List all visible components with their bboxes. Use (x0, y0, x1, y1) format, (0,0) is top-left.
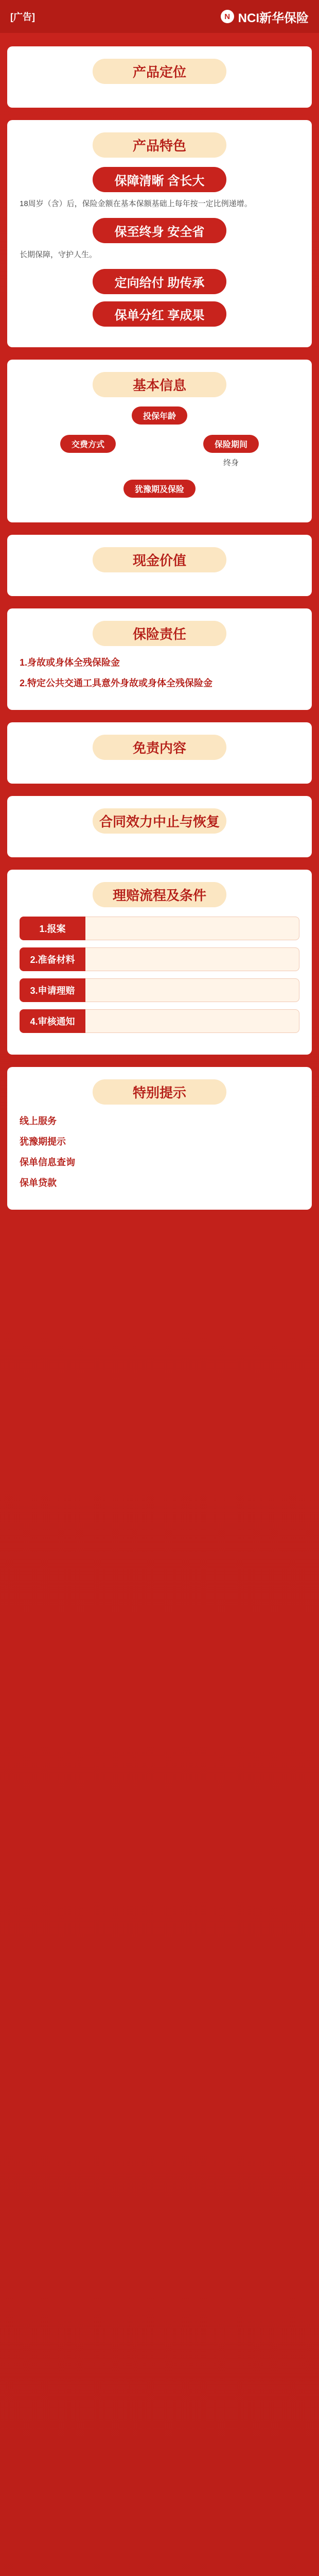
section-notice (7, 1067, 312, 1210)
coverage-item-title: 2.特定公共交通工具意外身故或身体全残保险金 (20, 678, 213, 688)
claim-step (20, 1009, 299, 1033)
claim-step-text (85, 917, 299, 940)
section-title: 合同效力中止与恢复 (93, 808, 226, 834)
info-label: 交费方式 (60, 435, 116, 453)
logo-text: NCI新华保险 (238, 11, 309, 25)
info-payment (20, 435, 156, 469)
info-rights (20, 480, 299, 498)
section-coverage (7, 608, 312, 710)
section-title: 免责内容 (93, 735, 226, 760)
claim-step (20, 917, 299, 940)
claim-step (20, 947, 299, 971)
notice-item-title: 线上服务 (20, 1116, 57, 1126)
notice-item-title: 保单信息查询 (20, 1157, 75, 1167)
section-cash-value (7, 535, 312, 596)
notice-item-title: 保单贷款 (20, 1178, 57, 1188)
claim-step-text (85, 947, 299, 971)
info-age (20, 406, 299, 425)
section-basic-info (7, 360, 312, 522)
info-term (163, 435, 299, 469)
feature-title: 定向给付 助传承 (93, 269, 226, 294)
section-claims (7, 870, 312, 1055)
coverage-item-title: 1.身故或身体全残保险金 (20, 657, 120, 668)
feature-title: 保至终身 安全省 (93, 218, 226, 243)
feature-title: 保单分红 享成果 (93, 301, 226, 327)
section-title: 特别提示 (93, 1079, 226, 1105)
info-row (20, 435, 299, 480)
section-positioning (7, 46, 312, 108)
claim-step (20, 978, 299, 1002)
claim-step-label: 1.报案 (20, 917, 85, 940)
claim-step-label: 3.申请理赔 (20, 978, 85, 1002)
section-contract (7, 796, 312, 857)
section-title: 基本信息 (93, 372, 226, 397)
info-label: 投保年龄 (132, 406, 187, 425)
ad-tag: [广告] (10, 12, 35, 22)
notice-item-title: 犹豫期提示 (20, 1137, 66, 1147)
feature-title: 保障清晰 含长大 (93, 167, 226, 192)
claim-step-label: 4.审核通知 (20, 1009, 85, 1033)
footer-text (0, 1222, 319, 1232)
top-bar (0, 0, 319, 33)
section-title: 现金价值 (93, 547, 226, 572)
section-exclusions (7, 722, 312, 784)
disclaimer (0, 33, 319, 46)
claim-step-text (85, 1009, 299, 1033)
section-title: 保险责任 (93, 621, 226, 646)
logo-icon: N (221, 10, 234, 23)
section-title: 产品特色 (93, 132, 226, 158)
feature-text: 长期保障，守护人生。 (20, 250, 97, 259)
info-value: 终身 (223, 459, 239, 467)
feature-text: 18周岁（含）后，保险金额在基本保额基础上每年按一定比例递增。 (20, 199, 252, 208)
section-title: 理赔流程及条件 (93, 882, 226, 907)
claim-step-text (85, 978, 299, 1002)
section-features (7, 120, 312, 347)
info-label: 保险期间 (203, 435, 259, 453)
info-label: 犹豫期及保险 (123, 480, 196, 498)
brand-logo (221, 8, 309, 26)
section-title: 产品定位 (93, 59, 226, 84)
claim-step-label: 2.准备材料 (20, 947, 85, 971)
